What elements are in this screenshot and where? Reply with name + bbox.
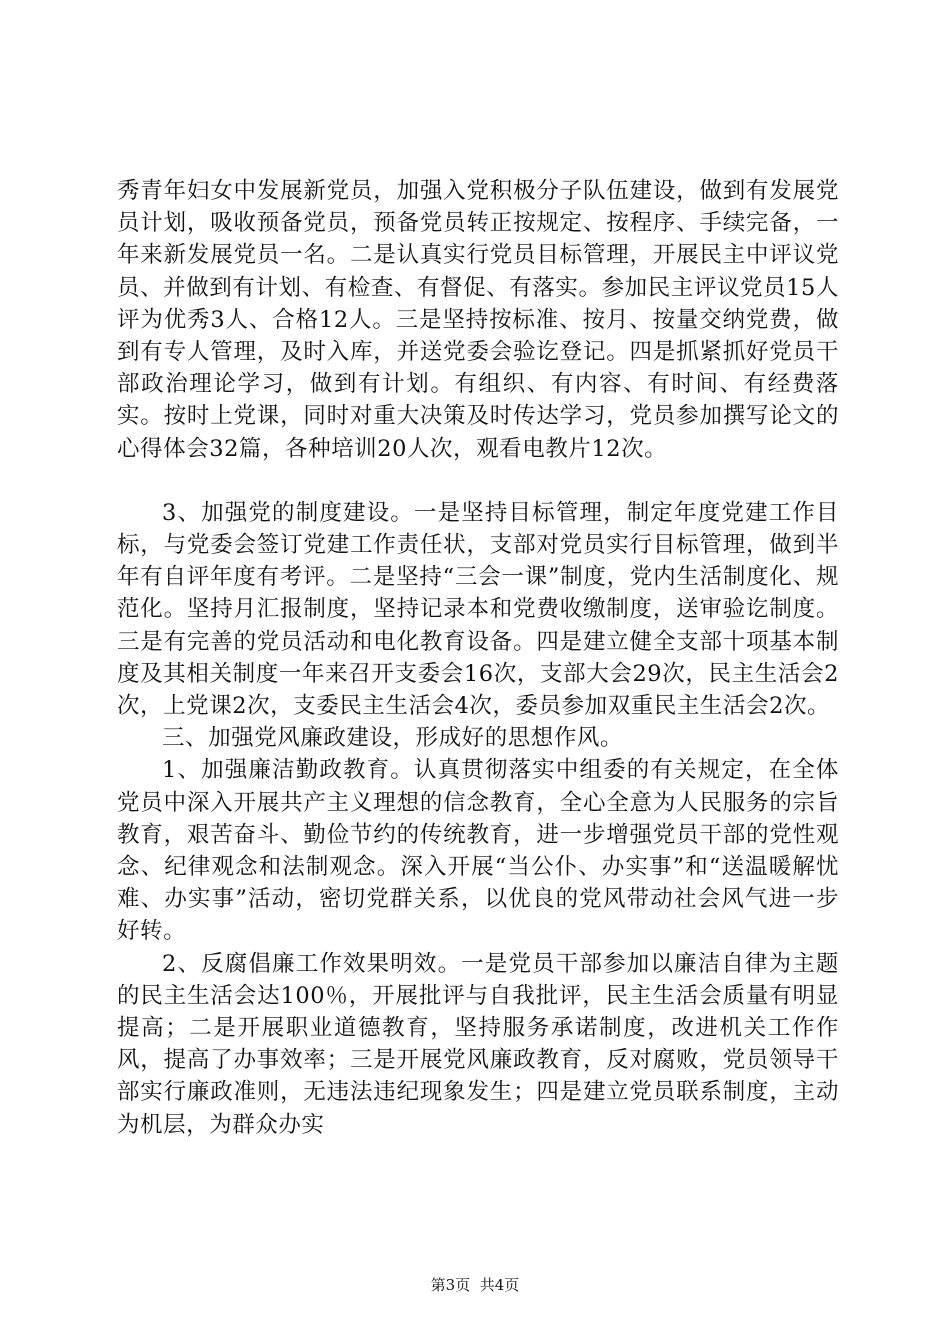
paragraph-integrity-education: 1、加强廉洁勤政教育。认真贯彻落实中组委的有关规定，在全体党员中深入开展共产主义理想的信念教育，全心全意为人民服务的宗旨教育，艰苦奋斗、勤俭节约的传统教育，进一步增强党员干部的党性观念、纪律观念和法制观念。深入开展“当公仆、办实事”和“送温暖解忧难、办实事”活动，密切党群关系，以优良的党风带动社会风气进一步好转。 (117, 757, 839, 945)
paragraph-anti-corruption: 2、反腐倡廉工作效果明效。一是党员干部参加以廉洁自律为主题的民主生活会达100％，开展批评与自我批评，民主生活会质量有明显提高；二是开展职业道德教育，坚持服务承诺制度，改进机关工作作风，提高了办事效率；三是开展党风廉政教育，反对腐败，党员领导干部实行廉政准则，无违法违纪现象发生；四是建立党员联系制度，主动为机层，为群众办实 (117, 950, 839, 1138)
document-body (117, 175, 839, 1141)
section-heading: 三、加强党风廉政建设，形成好的思想作风。 (162, 725, 624, 752)
page-number: 第3页 (430, 1276, 471, 1294)
page-total: 共4页 (479, 1276, 520, 1294)
paragraph-continuation: 秀青年妇女中发展新党员，加强入党积极分子队伍建设，做到有发展党员计划，吸收预备党员，预备党员转正按规定、按程序、手续完备，一年来新发展党员一名。二是认真实行党员目标管理，开展民主中评议党员、并做到有计划、有检查、有督促、有落实。参加民主评议党员15人评为优秀3人、合格12人。三是坚持按标准、按月、按量交纳党费，做到有专人管理，及时入库，并送党委会验讫登记。四是抓紧抓好党员干部政治理论学习，做到有计划。有组织、有内容、有时间、有经费落实。按时上党课，同时对重大决策及时传达学习，党员参加撰写论文的心得体会32篇，各种培训20人次，观看电教片12次。 (117, 178, 839, 462)
page-footer (0, 1275, 950, 1295)
paragraph-system-building: 3、加强党的制度建设。一是坚持目标管理，制定年度党建工作目标，与党委会签订党建工作责任状，支部对党员实行目标管理，做到半年有自评年度有考评。二是坚持“三会一课”制度，党内生活制度化、规范化。坚持月汇报制度，坚持记录本和党费收缴制度，送审验讫制度。三是有完善的党员活动和电化教育设备。四是建立健全支部十项基本制度及其相关制度一年来召开支委会16次，支部大会29次，民主生活会2次，上党课2次，支委民主生活会4次，委员参加双重民主生活会2次。 (117, 499, 839, 720)
